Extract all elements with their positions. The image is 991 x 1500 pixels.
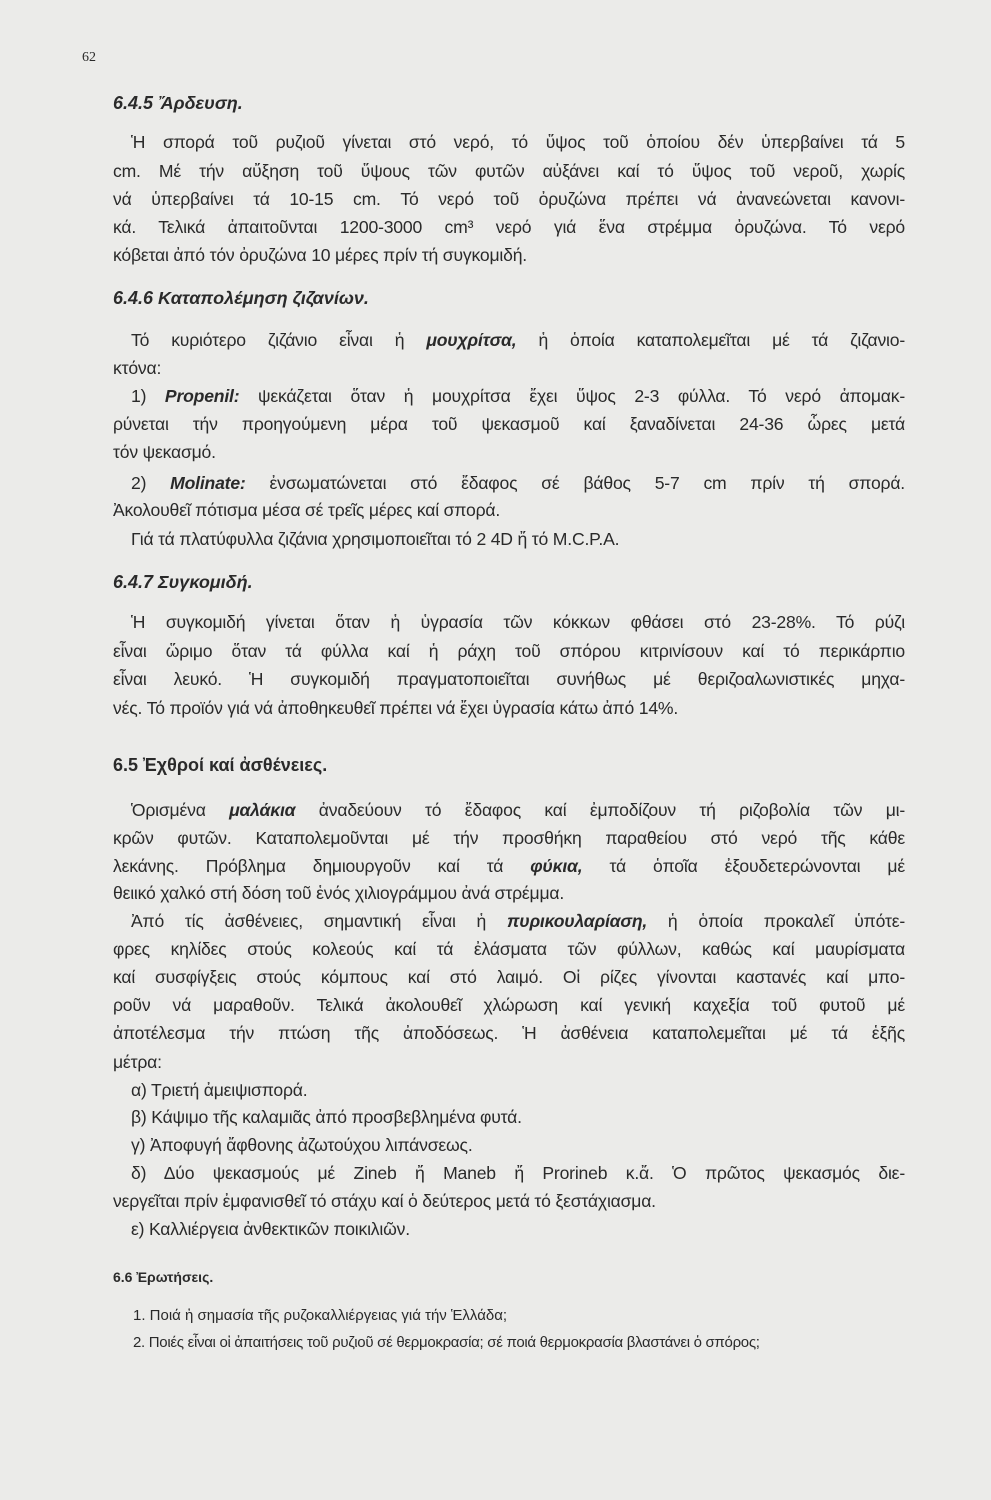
- text-line: cm. Μέ τήν αὔξηση τοῦ ὕψους τῶν φυτῶν αὐξάνει καί τό ὕψος τοῦ νεροῦ, χωρίς: [113, 161, 905, 181]
- text-line: κόβεται ἀπό τόν ὀρυζώνα 10 μέρες πρίν τή συγκομιδή.: [113, 245, 527, 265]
- text: ἀναδεύουν τό ἔδαφος καί ἐμποδίζουν τή ριζοβολία τῶν μι-: [295, 800, 905, 820]
- list-item: α) Τριετή ἀμειψισπορά.: [131, 1080, 308, 1100]
- text: ἐνσωματώνεται στό ἔδαφος σέ βάθος 5-7 cm πρίν τή σπορά.: [245, 473, 905, 493]
- text-line: Ἡ συγκομιδή γίνεται ὅταν ἡ ὑγρασία τῶν κόκκων φθάσει στό 23-28%. Τό ρύζι: [131, 612, 905, 632]
- text-line: κτόνα:: [113, 358, 162, 378]
- text-line: [131, 327, 905, 353]
- emphasis: μουχρίτσα,: [426, 330, 517, 350]
- text-line: ἀποτέλεσμα τήν πτώση τῆς ἀποδόσεως. Ἡ ἀσθένεια καταπολεμεῖται μέ τά ἑξῆς: [113, 1023, 905, 1043]
- text-line: εἶναι ὥριμο ὅταν τά φύλλα καί ἡ ράχη τοῦ σπόρου κιτρινίσουν καί τό περικάρπιο: [113, 641, 905, 661]
- text-line: ροῦν νά μαραθοῦν. Τελικά ἀκολουθεῖ χλώρωση καί γενική καχεξία τοῦ φυτοῦ μέ: [113, 995, 905, 1015]
- heading-6-5: 6.5 Ἐχθροί καί ἀσθένειες.: [113, 755, 328, 775]
- text-line: καί συσφίγξεις στούς κόμπους καί στό λαιμό. Οἱ ρίζες γίνονται καστανές καί μπο-: [113, 967, 905, 987]
- question-item: 1. Ποιά ἡ σημασία τῆς ρυζοκαλλιέργειας γιά τήν Ἑλλάδα;: [133, 1307, 508, 1324]
- emphasis: Propenil:: [164, 386, 240, 406]
- text-line: κρῶν φυτῶν. Καταπολεμοῦνται μέ τήν προσθήκη παραθείου στό νερό τῆς κάθε: [113, 828, 905, 848]
- list-item: γ) Ἀποφυγή ἄφθονης ἀζωτούχου λιπάνσεως.: [131, 1135, 473, 1155]
- text-line: μέτρα:: [113, 1052, 162, 1072]
- text-line: φρες κηλίδες στούς κολεούς καί τά ἐλάσματα τῶν φύλλων, καθώς καί μαυρίσματα: [113, 939, 905, 959]
- text-line: θειικό χαλκό στή δόση τοῦ ἑνός χιλιογράμμου ἀνά στρέμμα.: [113, 883, 565, 903]
- text-line: [131, 908, 905, 934]
- list-item: ε) Καλλιέργεια ἀνθεκτικῶν ποικιλιῶν.: [131, 1219, 410, 1239]
- emphasis: μαλάκια: [229, 800, 296, 820]
- emphasis: πυρικουλαρίαση,: [506, 911, 648, 931]
- text-line: [131, 383, 905, 409]
- emphasis: Molinate:: [170, 473, 246, 493]
- emphasis: φύκια,: [530, 856, 583, 876]
- text-line: κά. Τελικά ἀπαιτοῦνται 1200-3000 cm³ νερό γιά ἕνα στρέμμα ὀρυζώνα. Τό νερό: [113, 217, 905, 237]
- text-line: εἶναι λευκό. Ἡ συγκομιδή πραγματοποιεῖται συνήθως μέ θεριζοαλωνιστικές μηχα-: [113, 669, 905, 689]
- text: ψεκάζεται ὅταν ἡ μουχρίτσα ἔχει ὕψος 2-3 φύλλα. Τό νερό ἀπομακ-: [239, 386, 905, 406]
- text: Ὁρισμένα: [131, 800, 230, 820]
- text-line: τόν ψεκασμό.: [113, 442, 216, 462]
- text-line: ρύνεται τήν προηγούμενη μέρα τοῦ ψεκασμοῦ καί ξαναδίνεται 24-36 ὧρες μετά: [113, 414, 905, 434]
- heading-6-4-7: 6.4.7 Συγκομιδή.: [113, 572, 253, 592]
- text: Ἀπό τίς ἀσθένειες, σημαντική εἶναι ἡ: [131, 911, 507, 931]
- page-number: 62: [82, 50, 96, 65]
- text: τά ὁποῖα ἐξουδετερώνονται μέ: [582, 856, 905, 876]
- list-item: β) Κάψιμο τῆς καλαμιᾶς ἀπό προσβεβλημένα φυτά.: [131, 1107, 522, 1127]
- text: Τό κυριότερο ζιζάνιο εἶναι ἡ: [131, 330, 427, 350]
- text-line: [131, 797, 905, 823]
- list-item: δ) Δύο ψεκασμούς μέ Zineb ἤ Maneb ἤ Prorineb κ.ἄ. Ὁ πρῶτος ψεκασμός διε-: [131, 1163, 905, 1183]
- question-item: 2. Ποιές εἶναι οἱ ἀπαιτήσεις τοῦ ρυζιοῦ σέ θερμοκρασία; σέ ποιά θερμοκρασία βλαστάνει ὁ σπόρος;: [133, 1334, 760, 1351]
- text: ἡ ὁποία προκαλεῖ ὑπότε-: [647, 911, 905, 931]
- text-line: Ἀκολουθεῖ πότισμα μέσα σέ τρεῖς μέρες καί σπορά.: [113, 500, 501, 520]
- heading-6-4-6: 6.4.6 Καταπολέμηση ζιζανίων.: [113, 288, 369, 308]
- text: ἡ ὁποία καταπολεμεῖται μέ τά ζιζανιο-: [516, 330, 905, 350]
- text-line: Γιά τά πλατύφυλλα ζιζάνια χρησιμοποιεῖται τό 2 4D ἤ τό M.C.P.A.: [131, 529, 620, 549]
- heading-6-6: 6.6 Ἐρωτήσεις.: [113, 1269, 214, 1285]
- text: 1): [131, 386, 165, 406]
- text: λεκάνης. Πρόβλημα δημιουργοῦν καί τά: [113, 856, 531, 876]
- text-line: νές. Τό προϊόν γιά νά ἀποθηκευθεῖ πρέπει νά ἔχει ὑγρασία κάτω ἀπό 14%.: [113, 698, 679, 718]
- text-line: [113, 853, 905, 879]
- text: 2): [131, 473, 171, 493]
- list-item: νεργεῖται πρίν ἐμφανισθεῖ τό στάχυ καί ὁ δεύτερος μετά τό ξεστάχιασμα.: [113, 1191, 656, 1211]
- heading-6-4-5: 6.4.5 Ἄρδευση.: [113, 93, 243, 113]
- text-line: Ἡ σπορά τοῦ ρυζιοῦ γίνεται στό νερό, τό ὕψος τοῦ ὁποίου δέν ὑπερβαίνει τά 5: [131, 132, 905, 152]
- text-line: [131, 470, 905, 496]
- text-line: νά ὑπερβαίνει τά 10-15 cm. Τό νερό τοῦ ὀρυζώνα πρέπει νά ἀνανεώνεται κανονι-: [113, 189, 905, 209]
